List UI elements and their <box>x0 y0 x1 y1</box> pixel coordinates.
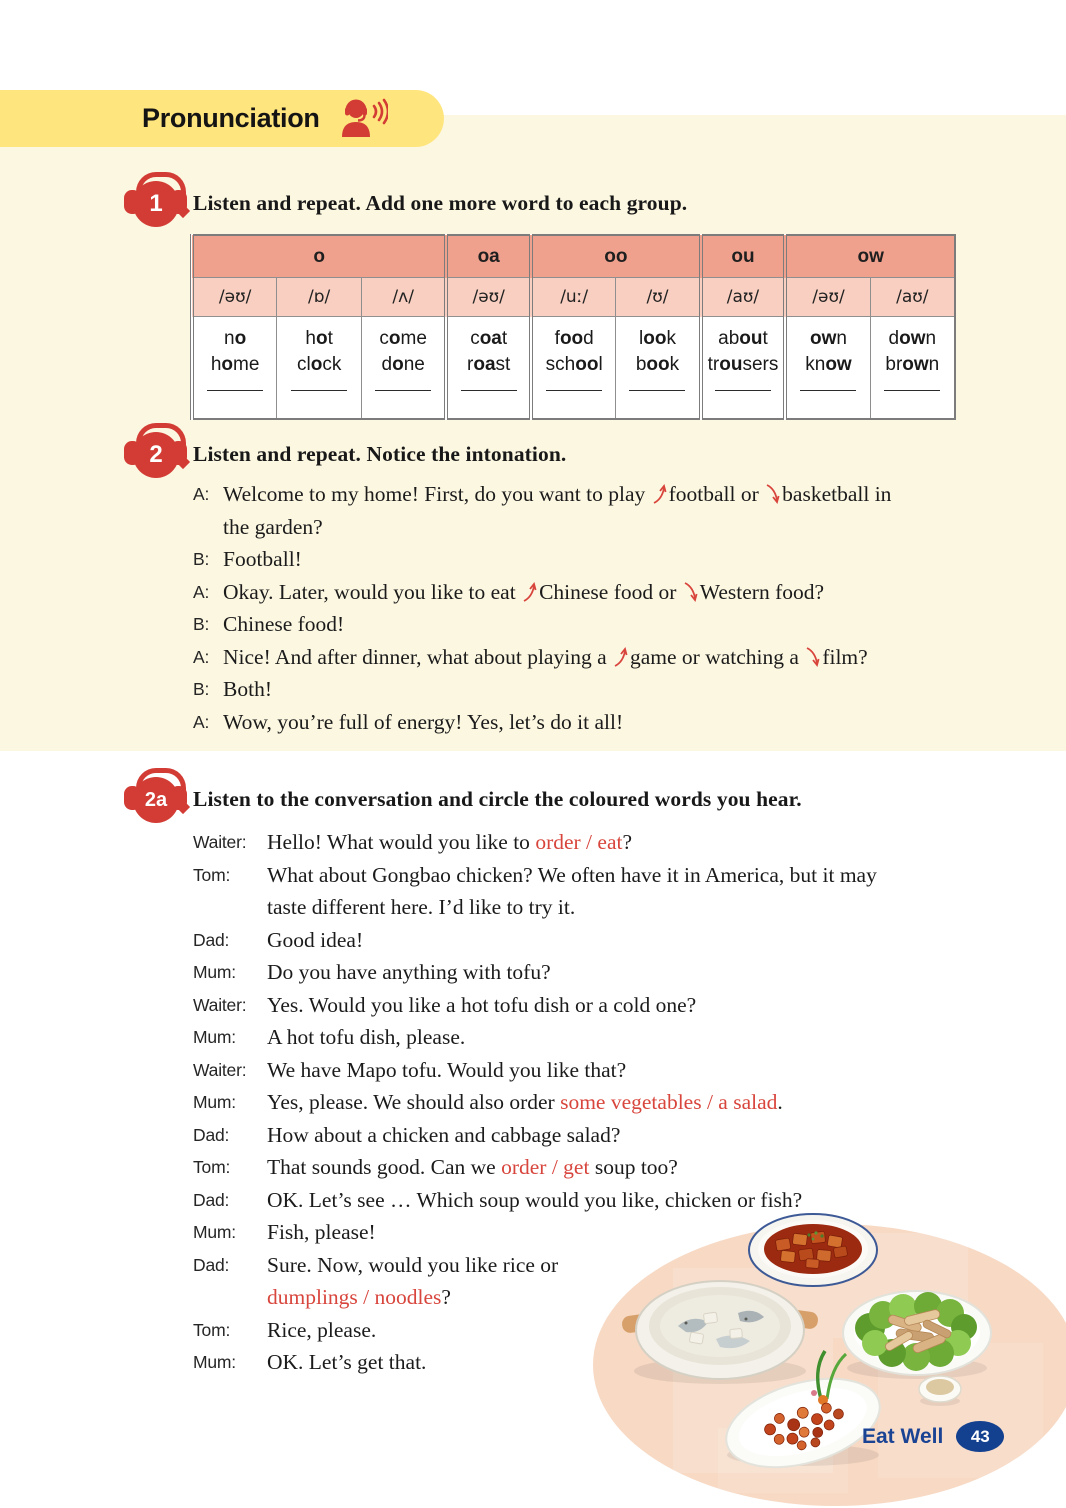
dialogue-text: Sure. Now, would you like rice or <box>267 1252 559 1277</box>
coloured-word[interactable]: order / eat <box>535 830 623 854</box>
dialogue-line <box>193 1151 1033 1184</box>
example-word: own <box>810 328 847 349</box>
example-word: hot <box>305 328 333 349</box>
phonetic-cell: /ʊ/ <box>616 278 701 317</box>
dialogue-line <box>193 1249 1033 1314</box>
exercise-2-instruction: Listen and repeat. Notice the intonation. <box>193 442 567 466</box>
example-word: no <box>224 328 247 349</box>
dialogue-text: soup too? <box>589 1155 678 1179</box>
dialogue-line <box>193 1346 1033 1379</box>
speaker-label: Tom: <box>193 1157 231 1177</box>
example-word: home <box>210 354 260 375</box>
example-word: done <box>381 354 425 375</box>
word-cell <box>277 317 362 420</box>
group-header-cell: o <box>192 235 446 278</box>
example-word: book <box>635 354 680 375</box>
dialogue-line <box>193 989 1033 1022</box>
example-word: down <box>888 328 937 349</box>
restaurant-conversation <box>193 826 1033 1379</box>
word-cell <box>192 317 277 420</box>
sauce-dip-image <box>919 1376 961 1406</box>
dialogue-text: Good idea! <box>267 927 364 952</box>
dialogue-line <box>193 1184 1033 1217</box>
speaker-label: Mum: <box>193 1222 236 1242</box>
exercise-1-instruction: Listen and repeat. Add one more word to each group. <box>193 191 688 215</box>
example-word: clock <box>296 354 342 375</box>
phonetic-cell: /ɒ/ <box>277 278 362 317</box>
dialogue-text: OK. Let’s see … Which soup would you like, chicken or fish? <box>267 1187 803 1212</box>
page-number-badge: 43 <box>956 1421 1004 1452</box>
coloured-word[interactable]: some vegetables / a salad <box>560 1090 778 1114</box>
answer-blank[interactable] <box>375 389 431 391</box>
example-word: coat <box>470 328 508 349</box>
phonetic-cell: /ʌ/ <box>362 278 447 317</box>
dialogue-text: ? <box>441 1285 451 1309</box>
phonetic-cell: /əʊ/ <box>192 278 277 317</box>
rising-intonation-icon <box>652 483 667 505</box>
dialogue-text: Fish, please! <box>267 1220 376 1244</box>
speaker-label: B: <box>193 679 210 699</box>
word-cell <box>616 317 701 420</box>
dialogue-text: Okay. Later, would you like to eat <box>223 579 522 604</box>
dialogue-line <box>193 1119 1033 1152</box>
dialogue-text: We have Mapo tofu. Would you like that? <box>267 1057 627 1082</box>
answer-blank[interactable] <box>629 389 685 391</box>
dialogue-text: Do you have anything with tofu? <box>267 960 551 984</box>
dialogue-text: Chinese food! <box>223 612 345 636</box>
speaker-label: A: <box>193 581 210 602</box>
answer-blank[interactable] <box>546 389 602 391</box>
dialogue-line <box>193 673 1003 706</box>
dialogue-line <box>193 706 1003 739</box>
example-word: trousers <box>707 354 779 375</box>
phonics-table <box>190 234 956 420</box>
group-header-cell: ou <box>701 235 786 278</box>
example-word: look <box>638 328 676 349</box>
falling-intonation-icon <box>805 646 820 668</box>
dialogue-text: Chinese food or <box>539 579 682 604</box>
dialogue-line <box>193 859 1033 924</box>
dialogue-line <box>193 826 1033 859</box>
speaker-label: B: <box>193 549 210 569</box>
dialogue-text: Yes. Would you like a hot tofu dish or a cold one? <box>267 992 697 1017</box>
answer-blank[interactable] <box>207 389 263 391</box>
speaker-label: Mum: <box>193 1352 236 1372</box>
dialogue-text: game or watching a <box>630 644 805 669</box>
phonetic-symbol-row <box>192 278 955 317</box>
dialogue-line <box>193 924 1033 957</box>
word-cell <box>446 317 531 420</box>
exercise-2-badge headphones-number-icon <box>124 423 188 483</box>
example-word: brown <box>885 354 940 375</box>
exercise-1-number: 1 <box>133 181 179 227</box>
dialogue-line <box>193 1086 1033 1119</box>
speaker-label: Waiter: <box>193 832 247 852</box>
answer-blank[interactable] <box>461 389 517 391</box>
speaker-label: Tom: <box>193 864 231 885</box>
speaker-label: Dad: <box>193 1124 230 1145</box>
dialogue-text: How about a chicken and cabbage salad? <box>267 1122 621 1147</box>
dialogue-text: Both! <box>223 677 272 701</box>
example-words-row <box>192 317 955 420</box>
speaker-label: Tom: <box>193 1319 231 1340</box>
answer-blank[interactable] <box>291 389 347 391</box>
dialogue-text: football or <box>668 482 765 506</box>
dialogue-text: OK. Let’s get that. <box>267 1350 427 1374</box>
speaker-label: Dad: <box>193 1189 230 1210</box>
dialogue-line <box>193 641 1003 674</box>
group-header-cell: ow <box>785 235 955 278</box>
phonetic-cell: /əʊ/ <box>446 278 531 317</box>
example-word: roast <box>467 354 511 375</box>
footer-unit-label: Eat Well <box>862 1424 944 1448</box>
page-title: Pronunciation <box>142 103 320 133</box>
exercise-2a-number: 2a <box>133 777 179 823</box>
dialogue-text: Western food? <box>699 579 825 604</box>
speaker-label: A: <box>193 711 210 732</box>
group-header-cell: oo <box>531 235 701 278</box>
dialogue-text: Hello! What would you like to <box>267 830 536 854</box>
phonetic-cell: /əʊ/ <box>785 278 870 317</box>
dialogue-text: Welcome to my home! First, do you want to play <box>223 482 651 506</box>
speaker-label: Mum: <box>193 1027 236 1047</box>
exercise-1-badge headphones-number-icon <box>124 172 188 232</box>
dialogue-text: Yes, please. We should also order <box>267 1090 561 1114</box>
dialogue-line <box>193 1054 1033 1087</box>
falling-intonation-icon <box>683 581 698 603</box>
dialogue-line <box>193 956 1033 989</box>
word-cell <box>785 317 870 420</box>
dialogue-line <box>193 543 1003 576</box>
example-word: food <box>554 328 594 349</box>
dialogue-text: film? <box>822 644 868 669</box>
dialogue-line <box>193 1021 1033 1054</box>
exercise-2a-badge headphones-number-icon <box>124 768 188 828</box>
dialogue-text: A hot tofu dish, please. <box>267 1025 466 1049</box>
answer-blank[interactable] <box>884 389 940 391</box>
word-cell <box>531 317 616 420</box>
word-cell <box>870 317 955 420</box>
answer-blank[interactable] <box>715 389 771 391</box>
dialogue-line <box>193 576 1003 609</box>
speaker-label: Waiter: <box>193 1059 247 1080</box>
dialogue-text: taste different here. I’d like to try it. <box>267 895 576 919</box>
example-word: know <box>805 354 852 375</box>
rising-intonation-icon <box>522 581 537 603</box>
speaker-headset-icon <box>340 97 388 144</box>
phonetic-cell: /aʊ/ <box>870 278 955 317</box>
speaker-label: Waiter: <box>193 994 247 1015</box>
answer-blank[interactable] <box>800 389 856 391</box>
speaker-label: A: <box>193 484 210 504</box>
coloured-word[interactable]: order / get <box>501 1155 590 1179</box>
speaker-label: Dad: <box>193 929 230 950</box>
phonics-table-wrap <box>190 234 956 420</box>
speaker-label: Dad: <box>193 1254 230 1275</box>
falling-intonation-icon <box>765 483 780 505</box>
dialogue-text: the garden? <box>223 514 323 539</box>
dialogue-line <box>193 1216 1033 1249</box>
dialogue-text: ? <box>622 830 633 854</box>
page-footer <box>862 1421 1004 1452</box>
example-word: school <box>545 354 603 375</box>
exercise-2a-instruction: Listen to the conversation and circle the coloured words you hear. <box>193 787 802 811</box>
intonation-dialogue <box>193 478 1003 738</box>
dialogue-text: That sounds good. Can we <box>267 1155 502 1179</box>
dialogue-line <box>193 1314 1033 1347</box>
phonetic-cell: /aʊ/ <box>701 278 786 317</box>
exercise-2-number: 2 <box>133 432 179 478</box>
dialogue-line <box>193 478 1003 543</box>
speaker-label: Mum: <box>193 1092 236 1112</box>
dialogue-line <box>193 608 1003 641</box>
coloured-word[interactable]: dumplings / noodles <box>267 1285 442 1309</box>
dialogue-text: . <box>777 1090 783 1114</box>
dialogue-text: Football! <box>223 547 302 571</box>
example-word: about <box>718 328 768 349</box>
dialogue-text: basketball in <box>782 482 892 506</box>
rising-intonation-icon <box>613 646 628 668</box>
pronunciation-header-pill <box>0 90 444 147</box>
example-word: come <box>379 328 427 349</box>
speaker-label: A: <box>193 646 210 667</box>
dialogue-text: Rice, please. <box>267 1317 377 1342</box>
word-cell <box>701 317 786 420</box>
dialogue-text: Wow, you’re full of energy! Yes, let’s do it all! <box>223 709 624 734</box>
group-header-cell: oa <box>446 235 531 278</box>
phoneme-group-row <box>192 235 955 278</box>
speaker-label: Mum: <box>193 962 236 982</box>
dialogue-text: Nice! And after dinner, what about playing a <box>223 644 612 669</box>
phonetic-cell: /uː/ <box>531 278 616 317</box>
word-cell <box>362 317 447 420</box>
speaker-label: B: <box>193 614 210 634</box>
dialogue-text: What about Gongbao chicken? We often have it in America, but it may <box>267 862 877 887</box>
